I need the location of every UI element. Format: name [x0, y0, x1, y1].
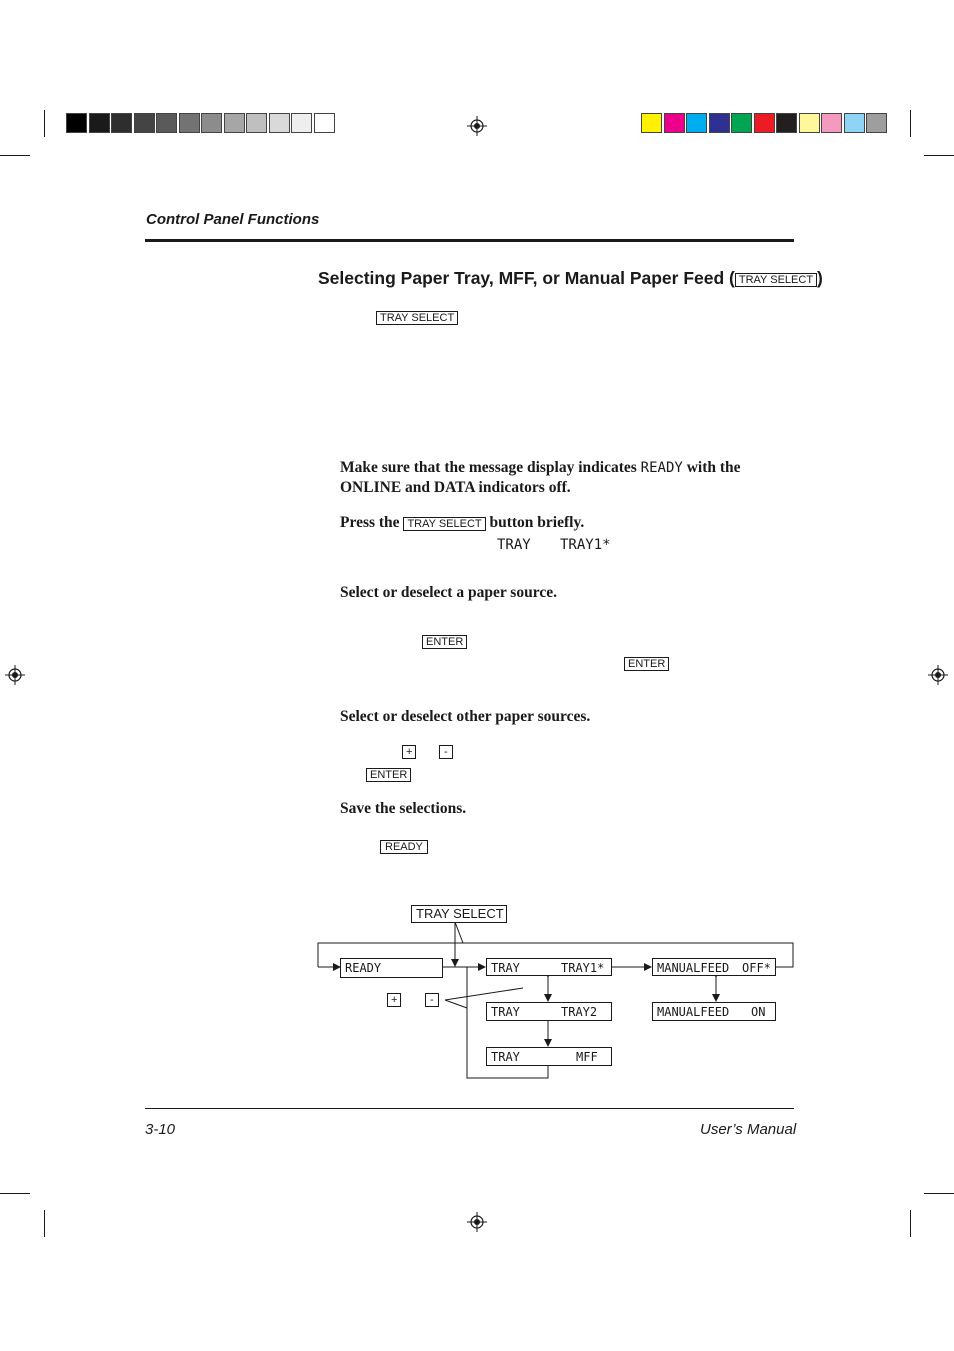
tray2-box-value: TRAY2: [561, 1005, 598, 1019]
tray1-box-label: TRAY: [491, 961, 520, 975]
tray-select-key: TRAY SELECT: [403, 517, 485, 531]
manualfeed-on-box: [652, 1002, 776, 1021]
manualfeed-off-label: MANUALFEED: [657, 961, 730, 975]
manualfeed-off-value: OFF*: [742, 961, 771, 975]
section-title-text: Selecting Paper Tray, MFF, or Manual Paper Feed (: [318, 268, 735, 288]
step-5: Save the selections.: [340, 800, 467, 817]
page-number: 3-10: [145, 1121, 176, 1138]
enter-key: ENTER: [422, 635, 467, 649]
section-title-suffix: ): [817, 268, 823, 288]
tray1-box: [486, 958, 612, 976]
tray2-box-label: TRAY: [491, 1005, 520, 1019]
lcd-tray-value: TRAY1*: [560, 537, 611, 553]
running-header: Control Panel Functions: [146, 211, 320, 228]
manualfeed-on-value: ON: [751, 1005, 766, 1019]
step-2-text: Press the: [340, 514, 400, 531]
lcd-tray-label: TRAY: [497, 537, 531, 553]
enter-key: ENTER: [624, 657, 669, 671]
minus-key: -: [425, 993, 439, 1007]
tray2-box: [486, 1002, 612, 1021]
step-4: Select or deselect other paper sources.: [340, 708, 591, 725]
enter-key: ENTER: [366, 768, 411, 782]
step-1-text-cont: with the ONLINE and DATA indicators off.: [340, 459, 741, 496]
step-1-text: Make sure that the message display indicates: [340, 459, 637, 476]
manual-title: User’s Manual: [700, 1121, 797, 1138]
tray-select-key-box: TRAY SELECT: [411, 905, 507, 923]
plus-key: +: [387, 993, 401, 1007]
mff-box: [486, 1047, 612, 1066]
mff-box-label: TRAY: [491, 1050, 520, 1064]
step-2-text-cont: button briefly.: [489, 514, 585, 531]
tray1-box-value: TRAY1*: [561, 961, 605, 975]
mff-box-value: MFF: [576, 1050, 598, 1064]
manualfeed-off-box: [652, 958, 776, 976]
step-3: Select or deselect a paper source.: [340, 584, 557, 601]
tray-select-key: TRAY SELECT: [376, 311, 458, 325]
ready-box: [340, 958, 443, 978]
lcd-ready: READY: [640, 460, 683, 476]
ready-key: READY: [380, 840, 428, 854]
manualfeed-on-label: MANUALFEED: [657, 1005, 730, 1019]
ready-box-text: READY: [345, 961, 382, 975]
minus-key: -: [439, 745, 453, 759]
footer-rule: [145, 1108, 794, 1109]
plus-key: +: [402, 745, 416, 759]
tray-select-key: TRAY SELECT: [735, 273, 817, 287]
